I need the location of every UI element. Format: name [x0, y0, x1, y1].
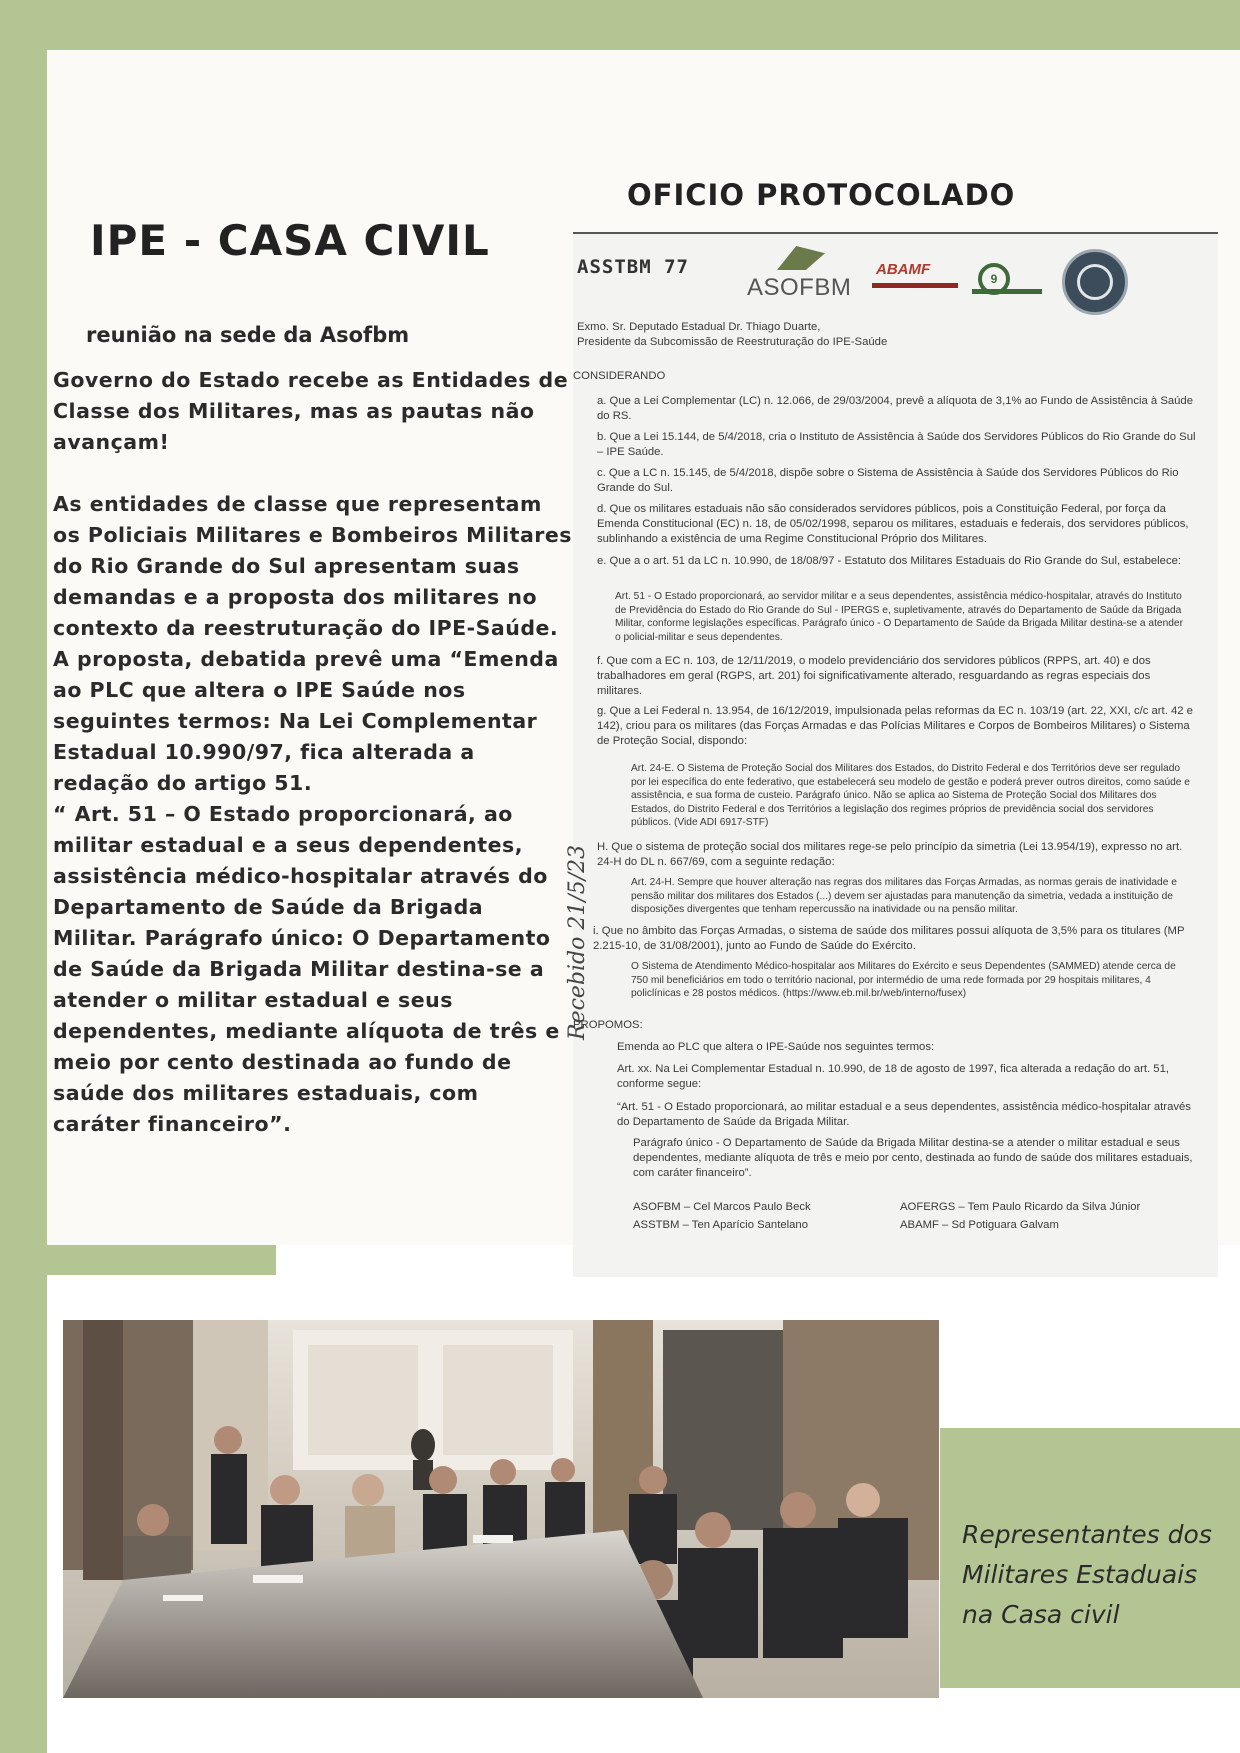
- photo-caption: Representantes dos Militares Estaduais na Casa civil: [962, 1520, 1212, 1629]
- seal-logo-icon: [1062, 249, 1128, 315]
- proposal-paragraph: Parágrafo único - O Departamento de Saúde da Brigada Militar destina-se a atender o militar estadual e seus dependentes, mediante alíquota de três e meio por cento, destinada ao fundo de saúde dos militares estaduais, com caráter financeiro”.: [633, 1137, 1193, 1179]
- meeting-photo: [63, 1320, 939, 1698]
- signatory-aofergs: AOFERGS – Tem Paulo Ricardo da Silva Júnior: [900, 1201, 1141, 1213]
- left-green-band: [0, 0, 47, 1753]
- document-item-b: b. Que a Lei 15.144, de 5/4/2018, cria o Instituto de Assistência à Saúde dos Servidores Públicos do Rio Grande do Sul – IPE Saúde.: [597, 431, 1196, 458]
- document-item-h-quote: Art. 24-H. Sempre que houver alteração nas regras dos militares das Forças Armadas, as normas gerais de inatividade e pensão militar dos militares dos Estados (...) devem ser ajustadas para manutenção da simetria, vedada a instituição de disposições divergentes que tenham repercussão na inatividade ou na pensão militar.: [631, 877, 1177, 915]
- paragraph-spacer: [53, 458, 573, 489]
- signatory-asstbm: ASSTBM – Ten Aparício Santelano: [633, 1219, 808, 1231]
- article-paragraph: As entidades de classe que representam os Policiais Militares e Bombeiros Militares do Rio Grande do Sul apresentam suas demandas e a proposta dos militares no contexto da reestruturação do IPE-Saúde. A proposta, debatida prevê uma “Emenda ao PLC que altera o IPE Saúde nos seguintes termos: Na Lei Complementar Estadual 10.990/97, fica alterada a redação do artigo 51.: [53, 492, 573, 795]
- document-recipient: Exmo. Sr. Deputado Estadual Dr. Thiago Duarte, Presidente da Subcomissão de Reestruturação do IPE-Saúde: [577, 321, 888, 348]
- article-body: [53, 365, 573, 1140]
- scanned-document: [565, 232, 1218, 1277]
- document-item-d: d. Que os militares estaduais não são considerados servidores públicos, pois a Constituição Federal, por força da Emenda Constitucional (EC) n. 18, de 05/02/1998, separou os militares, estaduais e federais, dos servidores públicos, sublinhando a existência de uma Regime Constitucional Próprio dos Militares.: [597, 503, 1189, 545]
- signatory-asofbm: ASOFBM – Cel Marcos Paulo Beck: [633, 1201, 811, 1213]
- proposal-article: Art. xx. Na Lei Complementar Estadual n. 10.990, de 18 de agosto de 1997, fica alterada a redação do art. 51, conforme segue:: [617, 1063, 1170, 1090]
- document-item-g-quote: Art. 24-E. O Sistema de Proteção Social dos Militares dos Estados, do Distrito Federal e dos Territórios deve ser regulado por lei específica do ente federativo, que estabelecerá seu modelo de gestão e poderá prever outros direitos, como saúde e assistência, e sua forma de custeio. Parágrafo único. Não se aplica ao Sistema de Proteção Social dos Militares dos Estados, do Distrito Federal e dos Territórios a legislação dos regimes próprios de previdência social dos servidores públicos. (Vide ADI 6917-STF): [631, 763, 1190, 828]
- document-item-a: a. Que a Lei Complementar (LC) n. 12.066, de 29/03/2004, prevê a alíquota de 3,1% ao Fundo de Assistência à Saúde do RS.: [597, 395, 1193, 422]
- abamf-logo-text: ABAMF: [876, 261, 931, 278]
- asofbm-logo: [737, 246, 852, 304]
- document-item-i-quote: O Sistema de Atendimento Médico-hospitalar aos Militares do Exército e seus Dependentes (SAMMED) atende cerca de 750 mil beneficiários em todo o território nacional, por intermédio de uma rede formada por 29 hospitais militares, 4 policlínicas e 28 postos médicos. (https://www.eb.mil.br/web/interno/fusex): [631, 961, 1176, 999]
- aofergs-logo-strip: [972, 289, 1042, 294]
- document-top-rule: [573, 232, 1218, 234]
- document-item-e: e. Que a o art. 51 da LC n. 10.990, de 18/08/97 - Estatuto dos Militares Estaduais do Rio Grande do Sul, estabelece:: [597, 555, 1182, 567]
- document-logos: [577, 246, 1217, 306]
- document-item-g: g. Que a Lei Federal n. 13.954, de 16/12/2019, impulsionada pelas reformas da EC n. 103/19 (art. 22, XXI, c/c art. 42 e 142), criou para os militares (das Forças Armadas e das Polícias Militares e Corpos de Bombeiros Militares) o Sistema de Proteção Social, dispondo:: [597, 705, 1193, 747]
- card-tab-accent: [47, 1245, 276, 1275]
- document-item-f: f. Que com a EC n. 103, de 12/11/2019, o modelo previdenciário dos servidores públicos (RPPS, art. 40) e dos trabalhadores em geral (RGPS, art. 201) foi significativamente alterado, resguardando as regras especiais dos militares.: [597, 655, 1151, 697]
- proposal-art51: “Art. 51 - O Estado proporcionará, ao militar estadual e a seus dependentes, assistência médico-hospitalar através do Departamento de Saúde da Brigada Militar.: [617, 1101, 1191, 1128]
- considerando-heading: CONSIDERANDO: [573, 370, 666, 382]
- document-item-c: c. Que a LC n. 15.145, de 5/4/2018, dispõe sobre o Sistema de Assistência à Saúde dos Servidores Públicos do Rio Grande do Sul.: [597, 467, 1179, 494]
- document-item-h: H. Que o sistema de proteção social dos militares rege-se pelo princípio da simetria (Lei 13.954/19), expresso no art. 24-H do DL n. 667/69, com a seguinte redação:: [597, 841, 1183, 868]
- article-intro: Governo do Estado recebe as Entidades de Classe dos Militares, mas as pautas não avançam!: [53, 368, 569, 454]
- meeting-photo-illustration: [63, 1320, 939, 1698]
- asstbm-logo: ASSTBM 77: [577, 256, 689, 278]
- received-stamp-handwriting: Recebido 21/5/23: [565, 844, 590, 1040]
- article-quote: “ Art. 51 – O Estado proporcionará, ao militar estadual e a seus dependentes, assistência médico-hospitalar através do Departamento de Saúde da Brigada Militar. Parágrafo único: O Departamento de Saúde da Brigada Militar destina-se a atender o militar estadual e seus dependentes, mediante alíquota de três e meio por cento destinada ao fundo de saúde dos militares estaduais, com caráter financeiro”.: [53, 802, 560, 1136]
- asofbm-logo-text: ASOFBM: [747, 274, 852, 301]
- asofbm-mark-icon: [777, 246, 825, 270]
- document-item-e-quote: Art. 51 - O Estado proporcionará, ao servidor militar e a seus dependentes, assistência médico-hospitalar, através do Instituto de Previdência do Estado do Rio Grande do Sul - IPERGS e, supletivamente, através do Departamento de Saúde da Brigada Militar, conforme legislações específicas. Parágrafo único - O Departamento de Saúde da Brigada Militar destina-se a atender o policial-militar e seus dependentes.: [615, 591, 1183, 643]
- abamf-logo-bar: [872, 283, 958, 288]
- document-item-i: i. Que no âmbito das Forças Armadas, o sistema de saúde dos militares possui alíquota de 3,5% para os titulares (MP 2.215-10, de 31/08/2001), junto ao Fundo de Saúde do Exército.: [593, 925, 1185, 952]
- document-section-title: OFICIO PROTOCOLADO: [627, 178, 1016, 212]
- signatory-abamf: ABAMF – Sd Potiguara Galvam: [900, 1219, 1059, 1231]
- page-title: IPE - CASA CIVIL: [90, 216, 490, 265]
- proposal-intro: Emenda ao PLC que altera o IPE-Saúde nos seguintes termos:: [617, 1041, 935, 1053]
- article-subtitle: reunião na sede da Asofbm: [86, 323, 410, 347]
- top-green-band: [0, 0, 1240, 50]
- abamf-aofergs-logos: [872, 261, 1052, 297]
- aofergs-logo-icon: 9: [978, 263, 1010, 295]
- propomos-heading: PROPOMOS:: [573, 1019, 643, 1031]
